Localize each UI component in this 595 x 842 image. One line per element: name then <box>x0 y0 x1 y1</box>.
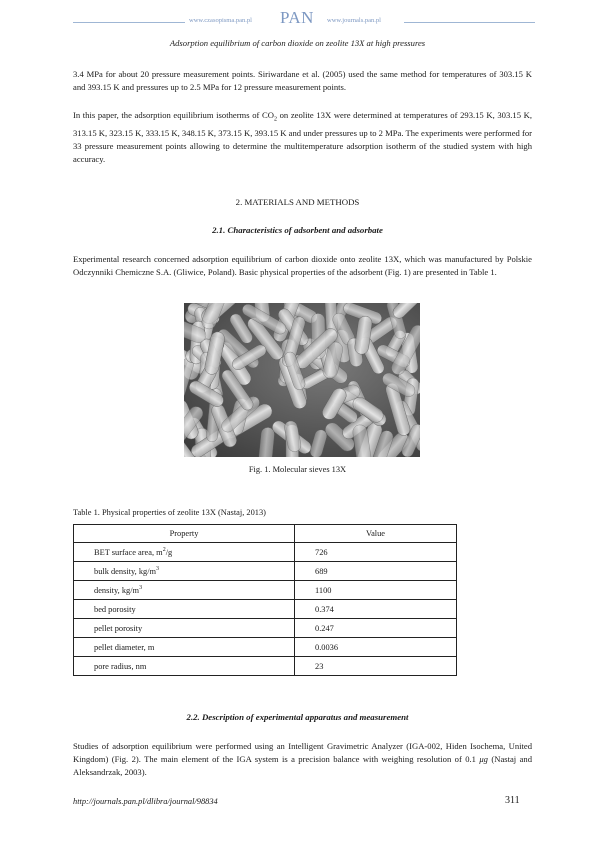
para4-unit: μg <box>479 754 488 765</box>
header-rule-right <box>404 22 535 23</box>
value-cell: 0.374 <box>295 600 457 619</box>
header-rule-left <box>73 22 185 23</box>
property-cell <box>74 619 295 638</box>
value-cell: 1100 <box>295 581 457 600</box>
table-row <box>74 581 457 600</box>
pellets-illustration <box>184 303 420 457</box>
pan-logo: PAN <box>280 8 314 27</box>
table-body <box>74 543 457 676</box>
properties-table <box>73 524 457 676</box>
property-cell <box>74 581 295 600</box>
subsection-title-1: 2.1. Characteristics of adsorbent and adsorbate <box>212 225 383 235</box>
property-unit-tail: /g <box>165 547 173 557</box>
table-row <box>74 600 457 619</box>
property-cell <box>74 657 295 676</box>
property-cell <box>74 543 295 562</box>
value-cell: 23 <box>295 657 457 676</box>
molecular-sieves-photo <box>184 303 420 457</box>
paragraph-1-text: 3.4 MPa for about 20 pressure measurement points. Siriwardane et al. (2005) used the same method for temperatures of 303.15 K and 393.15 K and pressures up to 2.5 MPa for 12 pressure measurement points. <box>73 69 532 93</box>
paragraph-3-text: Experimental research concerned adsorption equilibrium of carbon dioxide onto zeolite 13X, which was manufactured by Polskie Odczynniki Chemiczne S.A. (Gliwice, Poland). Basic physical properties of the adsorbent (Fig. 1) are presented in Table 1. <box>73 254 532 278</box>
property-name: pore radius, nm <box>94 661 147 671</box>
property-name: BET surface area, m <box>94 547 163 557</box>
value-cell: 0.0036 <box>295 638 457 657</box>
paragraph-4 <box>73 740 532 780</box>
table-header-property: Property <box>74 525 295 543</box>
table-row <box>74 619 457 638</box>
header-site-right[interactable]: www.journals.pan.pl <box>327 17 381 24</box>
para2-sub: 2 <box>273 116 277 123</box>
table-header-value: Value <box>295 525 457 543</box>
property-cell <box>74 600 295 619</box>
value-cell: 726 <box>295 543 457 562</box>
page-number: 311 <box>505 795 520 806</box>
property-name: pellet porosity <box>94 623 143 633</box>
para4-before: Studies of adsorption equilibrium were performed using an Intelligent Gravimetric Analyzer (IGA-002, Hiden Isochema, United Kingdom) (Fig. 2). The main element of the IGA system is a precision balance with weighing resolution of 0.1 <box>73 741 532 765</box>
footer-url[interactable]: http://journals.pan.pl/dlibra/journal/98834 <box>73 797 218 806</box>
paragraph-1 <box>73 68 532 94</box>
running-title: Adsorption equilibrium of carbon dioxide on zeolite 13X at high pressures <box>169 38 426 48</box>
value-cell: 689 <box>295 562 457 581</box>
paragraph-2-text <box>73 109 532 167</box>
property-cell <box>74 562 295 581</box>
property-name: bed porosity <box>94 604 136 614</box>
property-cell <box>74 638 295 657</box>
property-name: bulk density, kg/m <box>94 566 157 576</box>
table-row <box>74 562 457 581</box>
header-site-left[interactable]: www.czasopisma.pan.pl <box>189 17 252 24</box>
table-row <box>74 638 457 657</box>
figure-caption: Fig. 1. Molecular sieves 13X <box>248 465 347 474</box>
section-title: 2. MATERIALS AND METHODS <box>235 197 360 207</box>
value-cell: 0.247 <box>295 619 457 638</box>
property-unit-exponent: 3 <box>139 585 143 592</box>
para2-before: In this paper, the adsorption equilibrium isotherms of CO <box>73 110 274 120</box>
property-unit-exponent: 3 <box>156 566 160 573</box>
table-row <box>74 543 457 562</box>
subsection-title-2: 2.2. Description of experimental apparatus and measurement <box>186 712 409 722</box>
para4-after: (Nastaj and Aleksandrzak, 2003). <box>73 754 532 778</box>
property-unit-exponent: 2 <box>162 547 166 554</box>
table-row <box>74 657 457 676</box>
table-caption: Table 1. Physical properties of zeolite 13X (Nastaj, 2013) <box>73 508 266 517</box>
paragraph-4-text <box>73 740 532 780</box>
para2-after: on zeolite 13X were determined at temperatures of 293.15 K, 303.15 K, 313.15 K, 323.15 K, 333.15 K, 348.15 K, 373.15 K, 393.15 K and under pressures up to 2 MPa. The experiments were performed for 33 pressure measurement points allowing to determine the multitemperature adsorption isotherm of the studied system with high accuracy. <box>73 110 532 165</box>
property-name: density, kg/m <box>94 585 140 595</box>
paragraph-2 <box>73 109 532 167</box>
property-name: pellet diameter, m <box>94 642 155 652</box>
paragraph-3 <box>73 253 532 279</box>
table-header-row <box>74 525 457 543</box>
